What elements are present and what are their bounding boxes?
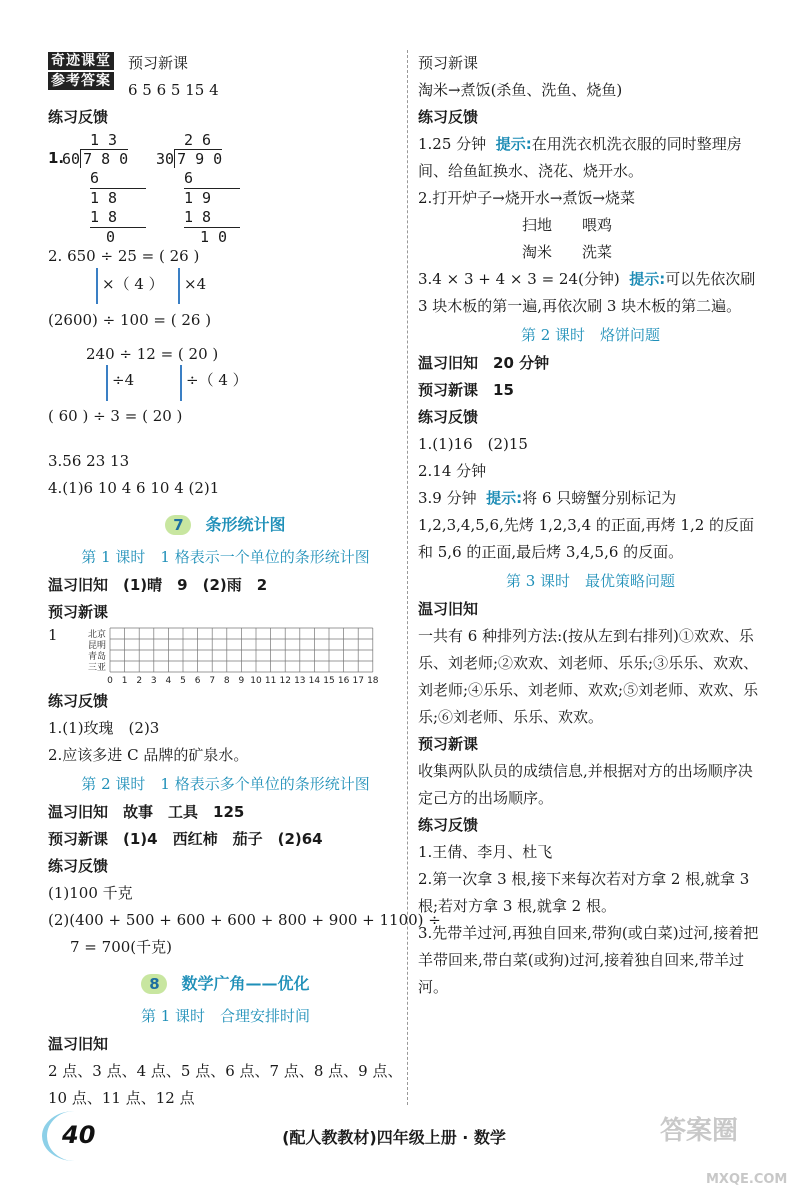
review-line: 温习旧知 20 分钟 [418,354,550,372]
tick-label: 18 [366,676,379,686]
lesson-title: 第 2 课时 1 格表示多个单位的条形统计图 [81,775,370,793]
tick-label: 15 [322,676,335,686]
review-line: 温习旧知 (1)晴 9 (2)雨 2 [48,576,268,594]
tick-label: 10 [249,676,262,686]
lesson-title: 第 2 课时 烙饼问题 [520,326,661,344]
preview-heading: 预习新课 [418,735,479,753]
watermark-logo: 答案圈 [660,1116,739,1146]
left-column [48,50,441,1112]
right-column [418,50,763,1001]
chapter-number: 8 [141,974,167,994]
answer-badge: 奇迹课堂 参考答案 [48,50,114,90]
hint-label: 提示: [486,489,523,507]
tick-label: 17 [352,676,364,686]
answer-line: 1.(1)玫瑰 (2)3 [48,719,160,737]
category-label: 昆明 [87,641,106,651]
practice-heading: 练习反馈 [418,408,479,426]
tick-label: 5 [179,676,186,686]
lesson-title: 第 1 课时 1 格表示一个单位的条形统计图 [81,548,370,566]
tick-label: 0 [106,676,113,686]
watermark-url: MXQE.COM [706,1172,788,1187]
footer-title: (配人教教材)四年级上册 · 数学 [282,1128,506,1147]
lesson-title: 第 3 课时 最优策略问题 [505,572,676,590]
tick-label: 8 [223,676,230,686]
category-label: 三亚 [87,663,106,673]
tick-label: 1 [121,676,128,686]
tick-label: 9 [238,676,244,686]
answer-l2p3: 3.9 分钟 提示:将 6 只螃蟹分别标记为 1,2,3,4,5,6,先烤 1,2,3,4 的正面,再烤 1,2 的反面和 5,6 的正面,最后烤 3,4,5,6 的反面。 [418,489,755,561]
tick-label: 7 [208,676,215,686]
preview-heading: 预习新课 [418,54,479,72]
long-division-block: 1. 1 3 60 7 8 0 6 1 8 1 8 0 2 6 30 7 9 0 6 1 9 1 8 1 0 [48,131,403,243]
answer-paragraph: 3.先带羊过河,再独自回来,带狗(或白菜)过河,接着把羊带回来,带白菜(或狗)过河,接着独自回来,带羊过河。 [418,924,759,996]
q4-answer: 4.(1)6 10 4 6 10 4 (2)1 [48,479,220,497]
tick-label: 12 [279,676,291,686]
answer-line: 2.14 分钟 [418,462,487,480]
answer-line: 淘米→煮饭(杀鱼、洗鱼、烧鱼) [418,81,623,99]
arrow-down-icon [96,268,98,304]
answer-line: 1.(1)16 (2)15 [418,435,528,453]
answer-line: 2 点、3 点、4 点、5 点、6 点、7 点、8 点、9 点、 [48,1062,403,1080]
tick-label: 4 [165,676,171,686]
preview-line: 预习新课 15 [418,381,514,399]
bar-chart-block: 1 北京 昆明 青岛 三亚 0 1 2 3 4 5 6 7 8 9 10 11 12 13 14 15 16 17 18 [48,626,403,688]
category-label: 青岛 [87,652,106,662]
review-line: 温习旧知 故事 工具 125 [48,803,245,821]
answer-line: (1)100 千克 [48,884,133,902]
preview-values: 6 5 6 5 15 4 [128,81,219,99]
answer-line: 2.应该多进 C 品牌的矿泉水。 [48,746,249,764]
column-divider [407,50,408,1105]
empty-bar-chart [68,626,388,688]
review-heading: 温习旧知 [48,1035,109,1053]
answer-line: 7 = 700(千克) [70,938,172,956]
arrow-down-icon [178,268,180,304]
chapter-number: 7 [165,515,191,535]
answer-line: 淘米 洗菜 [522,243,613,261]
chapter-8-heading: 8 数学广角——优化 [48,967,403,1001]
review-heading: 温习旧知 [418,600,479,618]
tick-label: 3 [150,676,157,686]
practice-heading: 练习反馈 [48,692,109,710]
answer-paragraph: 收集两队队员的成绩信息,并根据对方的出场顺序决定己方的出场顺序。 [418,762,753,807]
tick-label: 11 [264,676,276,686]
answer-line: 1.王倩、李月、杜飞 [418,843,553,861]
practice-heading: 练习反馈 [418,816,479,834]
tick-label: 2 [135,676,142,686]
tick-label: 16 [337,676,349,686]
preview-line: 预习新课 (1)4 西红柿 茄子 (2)64 [48,830,323,848]
chapter-7-heading: 7 条形统计图 [48,508,403,542]
practice-heading: 练习反馈 [48,857,109,875]
answer-line: (2)(400 + 500 + 600 + 600 + 800 + 900 + 1100) ÷ [48,911,441,929]
answer-paragraph: 一共有 6 种排列方法:(按从左到右排列)①欢欢、乐乐、刘老师;②欢欢、刘老师、乐乐;③乐乐、欢欢、刘老师;④乐乐、刘老师、欢欢;⑤刘老师、欢欢、乐乐;⑥刘老师、乐乐、欢欢。 [418,627,759,726]
answer-p3: 3.4 × 3 + 4 × 3 = 24(分钟) 提示:可以先依次刷 3 块木板的第一遍,再依次刷 3 块木板的第二遍。 [418,270,756,315]
answer-line: 扫地 喂鸡 [522,216,613,234]
answer-line: 10 点、11 点、12 点 [48,1089,195,1107]
long-division-1: 1 3 60 7 8 0 6 1 8 1 8 0 [62,131,146,247]
page-number: 40 [62,1121,96,1149]
hint-label: 提示: [495,135,532,153]
answer-line: 2.打开炉子→烧开水→煮饭→烧菜 [418,189,636,207]
category-label: 北京 [87,630,106,640]
arrow-down-icon [180,365,182,401]
q2-block: 2. 650 ÷ 25 = ( 26 ) ×（ 4 ） ×4 (2600) ÷ 100 = ( 26 ) 240 ÷ 12 = ( 20 ) ÷4 ÷（ 4 ） ( 60 ) ÷ 3 = ( 20 ) [48,247,248,425]
answer-paragraph: 2.第一次拿 3 根,接下来每次若对方拿 2 根,就拿 3 根;若对方拿 3 根,就拿 2 根。 [418,870,750,915]
practice-heading: 练习反馈 [48,108,109,126]
preview-heading: 预习新课 [128,54,189,72]
tick-label: 13 [293,676,306,686]
hint-label: 提示: [629,270,666,288]
preview-heading: 预习新课 [48,603,109,621]
q3-answer: 3.56 23 13 [48,452,130,470]
tick-label: 6 [194,676,201,686]
tick-label: 14 [308,676,320,686]
long-division-2: 2 6 30 7 9 0 6 1 9 1 8 1 0 [156,131,240,247]
practice-heading: 练习反馈 [418,108,479,126]
lesson-title: 第 1 课时 合理安排时间 [140,1007,311,1025]
answer-p1: 1.25 分钟 提示:在用洗衣机洗衣服的同时整理房间、给鱼缸换水、浇花、烧开水。 [418,135,742,180]
arrow-down-icon [106,365,108,401]
